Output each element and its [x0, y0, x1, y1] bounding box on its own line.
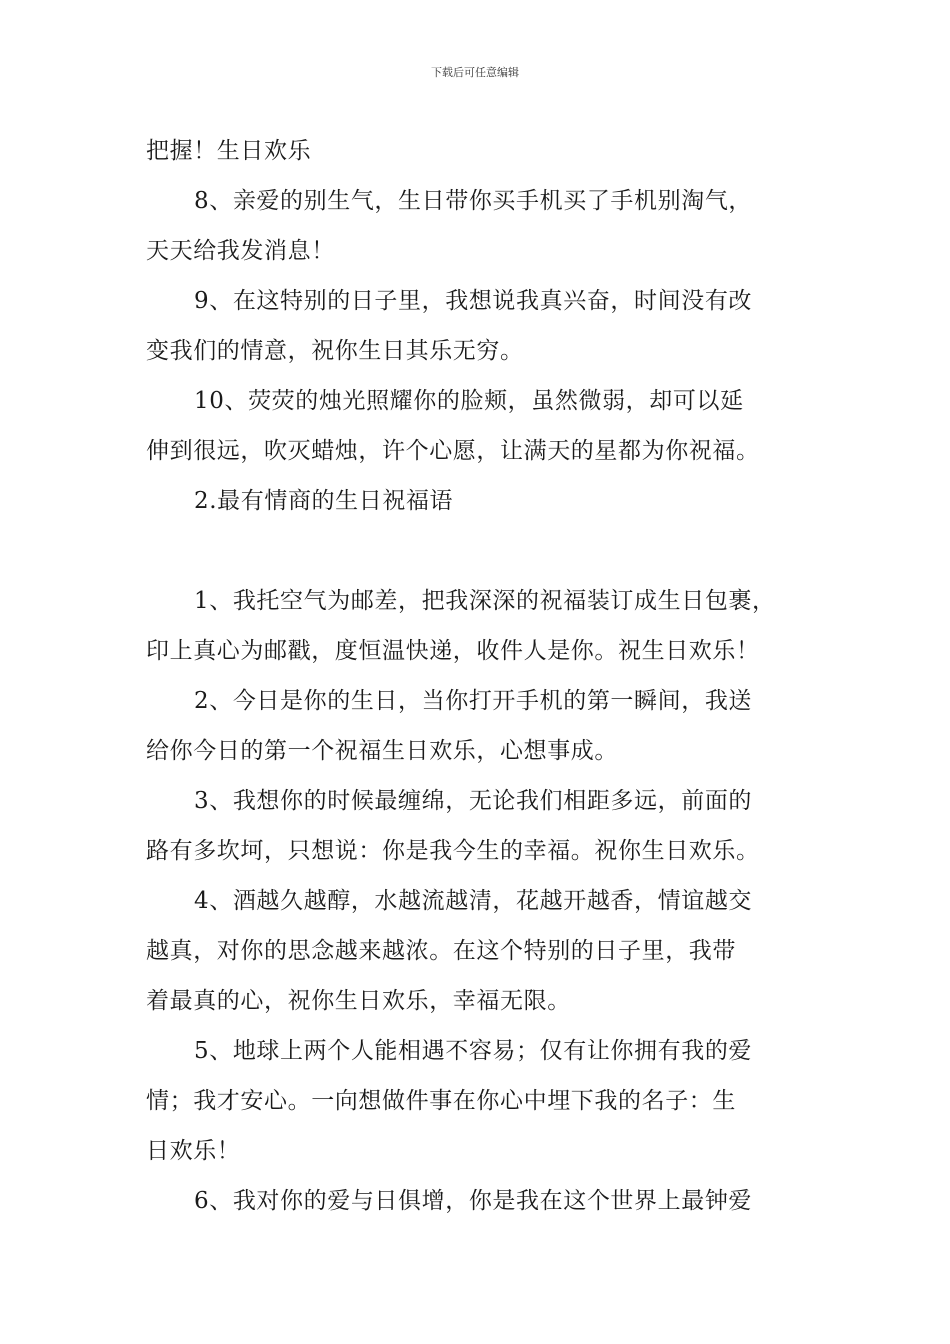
text-line: 把握！生日欢乐 [146, 138, 312, 164]
text-line: 着最真的心，祝你生日欢乐，幸福无限。 [146, 988, 571, 1014]
text-line: 4、酒越久越醇，水越流越清，花越开越香，情谊越交 [194, 888, 753, 914]
text-line: 日欢乐！ [146, 1138, 241, 1164]
page-header: 下载后可任意编辑 [431, 66, 519, 79]
text-line: 9、在这特别的日子里，我想说我真兴奋，时间没有改 [194, 288, 753, 314]
section-heading: 2.最有情商的生日祝福语 [194, 488, 454, 514]
text-line: 10、荧荧的烛光照耀你的脸颊，虽然微弱，却可以延 [194, 388, 744, 414]
text-line: 1、我托空气为邮差，把我深深的祝福装订成生日包裹， [194, 588, 776, 614]
text-line: 印上真心为邮戳，度恒温快递，收件人是你。祝生日欢乐！ [146, 638, 760, 664]
text-line: 越真，对你的思念越来越浓。在这个特别的日子里，我带 [146, 938, 736, 964]
text-line: 变我们的情意，祝你生日其乐无穷。 [146, 338, 524, 364]
text-line: 路有多坎坷，只想说：你是我今生的幸福。祝你生日欢乐。 [146, 838, 760, 864]
text-line: 天天给我发消息！ [146, 238, 335, 264]
text-line: 3、我想你的时候最缠绵，无论我们相距多远，前面的 [194, 788, 753, 814]
text-line: 给你今日的第一个祝福生日欢乐，心想事成。 [146, 738, 618, 764]
text-line: 8、亲爱的别生气，生日带你买手机买了手机别淘气， [194, 188, 753, 214]
text-line: 2、今日是你的生日，当你打开手机的第一瞬间，我送 [194, 688, 753, 714]
document-body [146, 126, 810, 1226]
blank-line [146, 526, 810, 576]
text-line: 伸到很远，吹灭蜡烛，许个心愿，让满天的星都为你祝福。 [146, 438, 760, 464]
text-line: 情；我才安心。一向想做件事在你心中埋下我的名子：生 [146, 1088, 736, 1114]
text-line: 5、地球上两个人能相遇不容易；仅有让你拥有我的爱 [194, 1038, 753, 1064]
text-line: 6、我对你的爱与日俱增，你是我在这个世界上最钟爱 [194, 1188, 753, 1214]
